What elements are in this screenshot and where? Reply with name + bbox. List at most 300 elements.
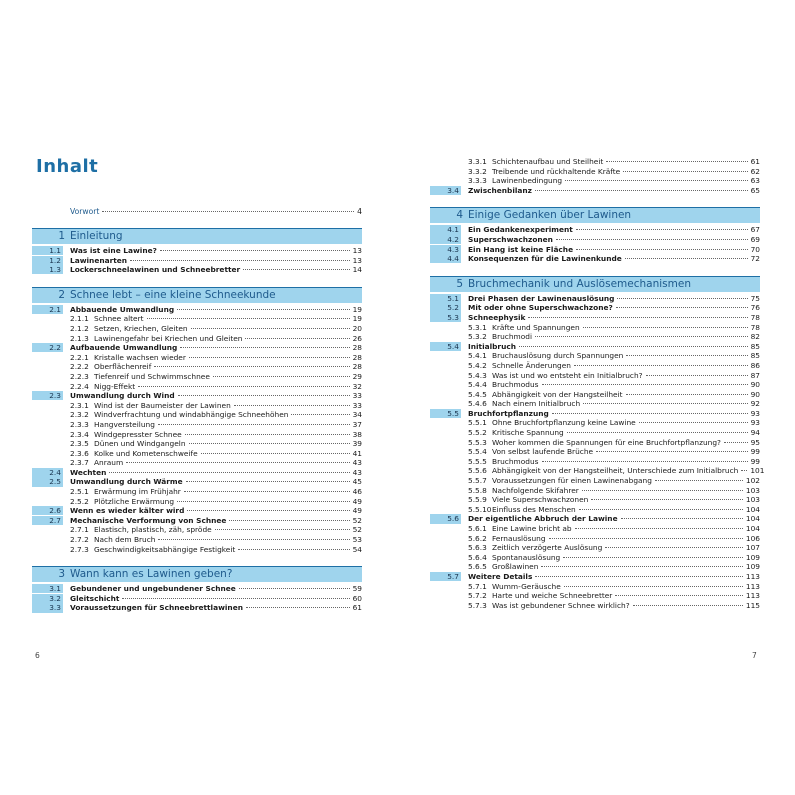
toc-entry-text bbox=[70, 362, 362, 372]
subsection-number: 5.7.3 bbox=[468, 600, 487, 610]
toc-entry-text bbox=[70, 506, 362, 516]
subsection-title: Bruchmodus bbox=[492, 456, 539, 466]
toc-subsection-entry[interactable] bbox=[430, 428, 760, 438]
toc-section-entry[interactable] bbox=[32, 305, 362, 315]
leader-dots bbox=[626, 394, 748, 395]
leader-dots bbox=[160, 250, 350, 251]
subsection-title: Abhängigkeit von der Hangsteilheit bbox=[492, 389, 623, 399]
toc-entry-text bbox=[70, 353, 362, 363]
subsection-number: 2.3.2 bbox=[70, 410, 89, 420]
toc-subsection-entry[interactable] bbox=[430, 371, 760, 381]
toc-subsection-entry[interactable] bbox=[430, 390, 760, 400]
toc-entry-text bbox=[468, 399, 760, 409]
toc-entry-text bbox=[70, 584, 362, 594]
subsection-title: Schnee altert bbox=[94, 314, 144, 324]
toc-section-entry[interactable] bbox=[430, 303, 760, 313]
toc-entry-label bbox=[468, 553, 560, 563]
subsection-number: 5.6.4 bbox=[468, 552, 487, 562]
chapter-title: Einleitung bbox=[70, 230, 123, 242]
subsection-title: Voraussetzungen für einen Lawinenabgang bbox=[492, 476, 652, 486]
leader-dots bbox=[621, 518, 743, 519]
chapter-block bbox=[430, 276, 765, 611]
toc-entry-label bbox=[70, 525, 212, 535]
leader-dots bbox=[189, 357, 350, 358]
toc-section-entry[interactable] bbox=[32, 603, 362, 613]
chapter-title: Einige Gedanken über Lawinen bbox=[468, 209, 632, 222]
toc-subsection-entry[interactable] bbox=[32, 410, 362, 420]
section-number: 2.4 bbox=[32, 468, 63, 477]
toc-entry-page: 28 bbox=[352, 362, 362, 372]
leader-dots bbox=[542, 384, 748, 385]
toc-subsection-entry[interactable] bbox=[32, 420, 362, 430]
toc-subsection-entry[interactable] bbox=[430, 582, 760, 592]
toc-section-entry[interactable] bbox=[32, 468, 362, 478]
subsection-number: 2.7.3 bbox=[70, 544, 89, 554]
toc-section-entry[interactable] bbox=[430, 186, 760, 196]
toc-entry-text bbox=[468, 447, 760, 457]
toc-entry-label: Was ist eine Lawine? bbox=[70, 246, 157, 255]
subsection-title: Hangversteilung bbox=[94, 419, 155, 429]
toc-entry-text bbox=[468, 601, 760, 611]
section-number: 5.7 bbox=[430, 572, 461, 581]
leader-dots bbox=[535, 576, 743, 577]
leader-dots bbox=[606, 161, 747, 162]
subsection-title: Kolke und Kometenschweife bbox=[94, 448, 198, 458]
toc-entry-label bbox=[468, 495, 588, 505]
leader-dots bbox=[556, 239, 748, 240]
toc-entry-label bbox=[468, 380, 539, 390]
toc-entry-text bbox=[70, 525, 362, 535]
toc-section-entry[interactable] bbox=[430, 294, 760, 304]
toc-entry-text bbox=[468, 186, 760, 196]
subsection-title: Spontanauslösung bbox=[492, 552, 561, 562]
toc-entry-label bbox=[468, 351, 623, 361]
toc-entry-label bbox=[70, 324, 188, 334]
toc-entry-text bbox=[468, 495, 760, 505]
toc-entry-label bbox=[70, 353, 186, 363]
toc-entry-text bbox=[468, 418, 760, 428]
toc-subsection-entry[interactable] bbox=[430, 505, 760, 515]
toc-entry-page: 20 bbox=[352, 323, 362, 333]
toc-entry-text bbox=[70, 334, 362, 344]
toc-entry-text bbox=[70, 305, 362, 315]
toc-entry-page: 75 bbox=[750, 293, 760, 303]
toc-section-entry[interactable] bbox=[430, 313, 760, 323]
toc-subsection-entry[interactable] bbox=[32, 372, 362, 382]
toc-subsection-entry[interactable] bbox=[32, 362, 362, 372]
toc-entry-label bbox=[70, 458, 123, 468]
toc-section-entry[interactable] bbox=[32, 246, 362, 256]
toc-entry-text bbox=[70, 343, 362, 353]
toc-section-entry[interactable] bbox=[430, 409, 760, 419]
toc-entry-label: Schneephysik bbox=[468, 312, 526, 322]
leader-dots bbox=[567, 432, 748, 433]
toc-subsection-entry[interactable] bbox=[32, 449, 362, 459]
toc-entry-vorwort[interactable] bbox=[70, 207, 362, 216]
toc-subsection-entry[interactable] bbox=[32, 535, 362, 545]
toc-entry-label: Initialbruch bbox=[468, 341, 516, 351]
toc-entry-text bbox=[70, 246, 362, 256]
toc-entry-text bbox=[468, 313, 760, 323]
toc-subsection-entry[interactable] bbox=[430, 361, 760, 371]
toc-subsection-entry[interactable] bbox=[430, 553, 760, 563]
chapter-number: 1 bbox=[58, 230, 65, 242]
toc-section-entry[interactable] bbox=[430, 572, 760, 582]
toc-entry-label bbox=[468, 582, 561, 592]
toc-subsection-entry[interactable] bbox=[430, 466, 765, 476]
toc-entry-page: 38 bbox=[352, 429, 362, 439]
leader-dots bbox=[138, 386, 349, 387]
toc-section-entry[interactable] bbox=[430, 254, 760, 264]
toc-entry-page: 61 bbox=[750, 157, 760, 166]
page-number-right: 7 bbox=[752, 651, 757, 660]
chapter-number: 3 bbox=[58, 568, 65, 581]
leader-dots bbox=[639, 422, 748, 423]
section-number: 5.5 bbox=[430, 409, 461, 418]
toc-subsection-entry[interactable] bbox=[430, 457, 760, 467]
toc-entry-page: 85 bbox=[750, 351, 760, 361]
toc-section-entry[interactable] bbox=[430, 225, 760, 235]
leader-dots bbox=[213, 376, 350, 377]
toc-section-entry[interactable] bbox=[32, 516, 362, 526]
toc-section-entry[interactable] bbox=[430, 514, 760, 524]
subsection-number: 5.4.1 bbox=[468, 351, 487, 361]
toc-subsection-entry[interactable] bbox=[430, 524, 760, 534]
leader-dots bbox=[185, 434, 350, 435]
toc-entry-label: Lawinenarten bbox=[70, 255, 128, 265]
toc-subsection-entry[interactable] bbox=[430, 476, 760, 486]
toc-subsection-entry[interactable] bbox=[430, 534, 760, 544]
toc-subsection-entry[interactable] bbox=[430, 418, 760, 428]
toc-entry-label bbox=[468, 601, 630, 611]
toc-section-entry[interactable] bbox=[32, 391, 362, 401]
leader-dots bbox=[147, 318, 350, 319]
subsection-number: 5.5.7 bbox=[468, 476, 487, 486]
toc-entry-text bbox=[70, 372, 362, 382]
subsection-number: 3.3.1 bbox=[468, 157, 487, 166]
toc-entry-page: 72 bbox=[750, 254, 760, 264]
subsection-title: Fernauslösung bbox=[492, 533, 546, 543]
chapter-heading[interactable] bbox=[32, 566, 362, 582]
toc-subsection-entry[interactable] bbox=[430, 438, 760, 448]
toc-subsection-entry[interactable] bbox=[32, 487, 362, 497]
toc-entry-text bbox=[468, 380, 760, 390]
toc-entry-page: 86 bbox=[750, 360, 760, 370]
toc-entry-label bbox=[70, 487, 181, 497]
section-number: 1.3 bbox=[32, 265, 63, 274]
toc-entry-label bbox=[468, 438, 721, 448]
toc-entry-page: 33 bbox=[352, 400, 362, 410]
leader-dots bbox=[541, 566, 743, 567]
toc-entry-page: 104 bbox=[745, 514, 760, 524]
toc-entry-page: 93 bbox=[750, 408, 760, 418]
toc-entry-text bbox=[468, 457, 760, 467]
toc-entry-text bbox=[70, 439, 362, 449]
toc-entry-text bbox=[468, 351, 760, 361]
leader-dots bbox=[126, 462, 349, 463]
toc-entry-label bbox=[70, 545, 235, 555]
subsection-number: 5.7.1 bbox=[468, 581, 487, 591]
toc-section-entry[interactable] bbox=[32, 343, 362, 353]
toc-subsection-entry[interactable] bbox=[32, 314, 362, 324]
toc-entry-label: Ein Hang ist keine Fläche bbox=[468, 244, 574, 254]
toc-subsection-entry[interactable] bbox=[32, 324, 362, 334]
toc-entry-text bbox=[468, 562, 760, 572]
toc-entry-page: 43 bbox=[352, 467, 362, 477]
toc-entry-text bbox=[468, 438, 760, 448]
leader-dots bbox=[158, 424, 350, 425]
toc-entry-text bbox=[468, 486, 760, 496]
toc-entry-page: 92 bbox=[750, 399, 760, 409]
toc-entry-text bbox=[70, 314, 362, 324]
toc-subsection-entry[interactable] bbox=[430, 332, 760, 342]
subsection-title: Kräfte und Spannungen bbox=[492, 322, 580, 332]
toc-entry-page: 63 bbox=[750, 176, 760, 186]
subsection-number: 5.4.2 bbox=[468, 360, 487, 370]
toc-entry-label: Weitere Details bbox=[468, 571, 533, 581]
leader-dots bbox=[239, 588, 350, 589]
leader-dots bbox=[189, 443, 350, 444]
leader-dots bbox=[130, 260, 350, 261]
subsection-title: Nigg-Effekt bbox=[94, 381, 136, 391]
toc-entry-text bbox=[70, 603, 362, 613]
leader-dots bbox=[724, 442, 748, 443]
toc-entry-label: Der eigentliche Abbruch der Lawine bbox=[468, 514, 618, 524]
toc-entry-label bbox=[468, 167, 620, 177]
toc-entry-page: 34 bbox=[352, 410, 362, 420]
subsection-title: Von selbst laufende Brüche bbox=[492, 447, 594, 457]
toc-entry-label: Abbauende Umwandlung bbox=[70, 304, 175, 314]
subsection-number: 2.3.4 bbox=[70, 429, 89, 439]
toc-entry-label bbox=[70, 401, 231, 411]
toc-entry-label bbox=[468, 562, 538, 572]
toc-entry-text bbox=[468, 323, 760, 333]
toc-entry-label: Gleitschicht bbox=[70, 593, 120, 603]
toc-entry-label bbox=[468, 524, 572, 534]
toc-entry-label bbox=[70, 410, 288, 420]
subsection-title: Schichtenaufbau und Steilheit bbox=[492, 157, 604, 166]
toc-subsection-entry[interactable] bbox=[430, 601, 760, 611]
toc-entry-page: 52 bbox=[352, 515, 362, 525]
toc-entry-label bbox=[468, 332, 532, 342]
subsection-title: Plötzliche Erwärmung bbox=[94, 496, 175, 506]
toc-entry-text bbox=[468, 167, 760, 177]
toc-section-entry[interactable] bbox=[430, 245, 760, 255]
leader-dots bbox=[528, 317, 747, 318]
toc-section-entry[interactable] bbox=[32, 506, 362, 516]
leader-dots bbox=[243, 269, 349, 270]
toc-subsection-entry[interactable] bbox=[430, 380, 760, 390]
subsection-title: Eine Lawine bricht ab bbox=[492, 524, 572, 533]
toc-entry-label: Mit oder ohne Superschwachzone? bbox=[468, 303, 613, 313]
toc-subsection-entry[interactable] bbox=[32, 382, 362, 392]
toc-section-entry[interactable] bbox=[430, 235, 760, 245]
subsection-title: Nach einem Initialbruch bbox=[492, 399, 581, 409]
subsection-title: Dünen und Windgangeln bbox=[94, 439, 186, 449]
toc-subsection-entry[interactable] bbox=[32, 334, 362, 344]
subsection-title: Wumm-Geräusche bbox=[492, 581, 561, 591]
toc-section-entry[interactable] bbox=[430, 342, 760, 352]
toc-entry-page: 49 bbox=[352, 496, 362, 506]
toc-entry-page: 93 bbox=[750, 418, 760, 428]
chapter-title: Bruchmechanik und Auslösemechanismen bbox=[468, 277, 691, 290]
toc-subsection-entry[interactable] bbox=[430, 323, 760, 333]
section-number: 5.6 bbox=[430, 514, 461, 523]
toc-entry-label bbox=[70, 334, 242, 344]
toc-subsection-entry[interactable] bbox=[32, 458, 362, 468]
subsection-title: Erwärmung im Frühjahr bbox=[94, 487, 181, 497]
subsection-title: Bruchmodus bbox=[492, 380, 539, 390]
toc-subsection-entry[interactable] bbox=[430, 167, 760, 177]
toc-subsection-entry[interactable] bbox=[32, 497, 362, 507]
subsection-title: Schnelle Änderungen bbox=[492, 360, 571, 370]
toc-entry-page: 32 bbox=[352, 381, 362, 391]
toc-entry-label: Gebundener und ungebundener Schnee bbox=[70, 584, 236, 594]
leader-dots bbox=[617, 298, 747, 299]
leader-dots bbox=[238, 549, 349, 550]
toc-subsection-entry[interactable] bbox=[32, 545, 362, 555]
subsection-title: Kristalle wachsen wieder bbox=[94, 352, 186, 362]
toc-subsection-entry[interactable] bbox=[430, 486, 760, 496]
toc-entry-page: 28 bbox=[352, 352, 362, 362]
toc-entry-page: 95 bbox=[750, 437, 760, 447]
toc-subsection-entry[interactable] bbox=[430, 351, 760, 361]
chapter-heading[interactable] bbox=[32, 287, 362, 303]
subsection-title: Ohne Bruchfortpflanzung keine Lawine bbox=[492, 418, 636, 428]
toc-subsection-entry[interactable] bbox=[32, 430, 362, 440]
toc-subsection-entry[interactable] bbox=[430, 176, 760, 186]
section-number: 1.1 bbox=[32, 246, 63, 255]
toc-subsection-entry[interactable] bbox=[430, 591, 760, 601]
toc-subsection-entry[interactable] bbox=[32, 353, 362, 363]
toc-entry-text bbox=[70, 420, 362, 430]
subsection-number: 5.5.6 bbox=[468, 466, 487, 476]
toc-entry-text bbox=[468, 361, 760, 371]
subsection-title: Lawinenbedingung bbox=[492, 176, 563, 186]
toc-entry-label: Ein Gedankenexperiment bbox=[468, 225, 573, 235]
toc-entry-text bbox=[468, 409, 760, 419]
toc-entry-text bbox=[70, 449, 362, 459]
toc-subsection-entry[interactable] bbox=[32, 439, 362, 449]
toc-entry-text bbox=[70, 545, 362, 555]
toc-entry-label bbox=[468, 157, 603, 167]
toc-entry-page: 65 bbox=[750, 185, 760, 195]
toc-subsection-entry[interactable] bbox=[430, 495, 760, 505]
toc-entry-label bbox=[70, 535, 155, 545]
toc-entry-page: 54 bbox=[352, 544, 362, 554]
toc-section-entry[interactable] bbox=[32, 594, 362, 604]
toc-subsection-entry[interactable] bbox=[430, 157, 760, 167]
toc-entry-text bbox=[468, 572, 760, 582]
toc-section-entry[interactable] bbox=[32, 265, 362, 275]
subsection-title: Tiefenreif und Schwimmschnee bbox=[94, 371, 210, 381]
toc-subsection-entry[interactable] bbox=[430, 399, 760, 409]
toc-entry-label: Wenn es wieder kälter wird bbox=[70, 506, 185, 516]
leader-dots bbox=[549, 538, 743, 539]
leader-dots bbox=[180, 347, 349, 348]
toc-entry-page: 37 bbox=[352, 419, 362, 429]
toc-entry-page: 29 bbox=[352, 371, 362, 381]
subsection-number: 5.5.5 bbox=[468, 456, 487, 466]
section-number: 2.7 bbox=[32, 516, 63, 525]
subsection-number: 2.5.2 bbox=[70, 496, 89, 506]
toc-entry-text bbox=[468, 476, 760, 486]
toc-subsection-entry[interactable] bbox=[32, 401, 362, 411]
toc-subsection-entry[interactable] bbox=[32, 525, 362, 535]
chapter-heading[interactable] bbox=[430, 276, 760, 292]
leader-dots bbox=[234, 405, 350, 406]
toc-entry-text bbox=[70, 594, 362, 604]
chapter-heading[interactable] bbox=[430, 207, 760, 223]
subsection-number: 2.5.1 bbox=[70, 487, 89, 497]
leader-dots bbox=[582, 490, 743, 491]
leader-dots bbox=[615, 595, 743, 596]
toc-entry-text bbox=[468, 390, 760, 400]
toc-section-entry[interactable] bbox=[32, 477, 362, 487]
toc-subsection-entry[interactable] bbox=[430, 543, 760, 553]
toc-entry-text bbox=[70, 265, 362, 275]
toc-entry-label: Umwandlung durch Wind bbox=[70, 391, 175, 401]
section-number: 3.4 bbox=[430, 186, 461, 195]
leader-dots bbox=[579, 509, 743, 510]
toc-entry-page: 107 bbox=[745, 543, 760, 553]
leader-dots bbox=[633, 605, 743, 606]
leader-dots bbox=[535, 190, 748, 191]
toc-entry-text bbox=[70, 535, 362, 545]
toc-entry-label: Drei Phasen der Lawinenauslösung bbox=[468, 293, 615, 303]
leader-dots bbox=[574, 365, 748, 366]
subsection-title: Elastisch, plastisch, zäh, spröde bbox=[94, 525, 212, 535]
subsection-number: 2.3.3 bbox=[70, 419, 89, 429]
subsection-number: 2.2.2 bbox=[70, 362, 89, 372]
toc-entry-page: 19 bbox=[352, 304, 362, 314]
toc-entry-page: 94 bbox=[750, 428, 760, 438]
chapter-heading[interactable] bbox=[32, 228, 362, 244]
toc-entry-page: 70 bbox=[750, 244, 760, 254]
subsection-title: Großlawinen bbox=[492, 562, 539, 572]
toc-subsection-entry[interactable] bbox=[430, 562, 760, 572]
toc-entry-text bbox=[70, 516, 362, 526]
toc-entry-label: Wechten bbox=[70, 467, 107, 477]
toc-entry-label bbox=[468, 390, 623, 400]
toc-entry-page: 45 bbox=[352, 477, 362, 487]
leader-dots bbox=[625, 258, 748, 259]
section-number: 4.1 bbox=[430, 225, 461, 234]
toc-entry-page: 113 bbox=[745, 591, 760, 601]
toc-entry-page: 33 bbox=[352, 391, 362, 401]
page-title: Inhalt bbox=[36, 156, 99, 177]
continued-entries bbox=[430, 157, 760, 195]
leader-dots bbox=[655, 480, 743, 481]
chapter-block bbox=[430, 207, 760, 263]
toc-section-entry[interactable] bbox=[32, 584, 362, 594]
leader-dots bbox=[583, 327, 748, 328]
toc-right-column bbox=[430, 157, 765, 610]
toc-section-entry[interactable] bbox=[32, 256, 362, 266]
toc-subsection-entry[interactable] bbox=[430, 447, 760, 457]
toc-entry-label bbox=[70, 449, 198, 459]
leader-dots bbox=[246, 607, 350, 608]
leader-dots bbox=[177, 501, 350, 502]
leader-dots bbox=[626, 355, 747, 356]
toc-entry-label: Voraussetzungen für Schneebrettlawinen bbox=[70, 603, 243, 613]
subsection-number: 2.2.3 bbox=[70, 371, 89, 381]
toc-entry-page: 113 bbox=[745, 581, 760, 591]
toc-entry-text bbox=[468, 303, 760, 313]
toc-entry-page: 115 bbox=[745, 600, 760, 610]
subsection-number: 2.3.1 bbox=[70, 400, 89, 410]
toc-entry-text bbox=[468, 225, 760, 235]
